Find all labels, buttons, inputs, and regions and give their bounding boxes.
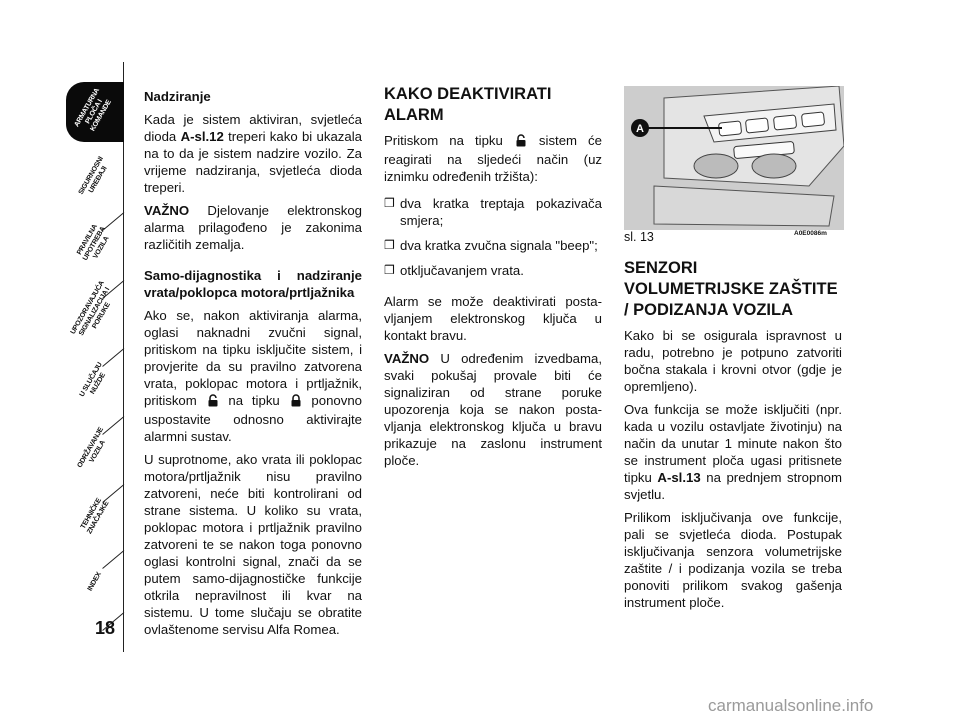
list-item-text: dva kratka treptaja pokazivača smjera;	[400, 196, 602, 228]
bullet-icon: ❒	[384, 238, 395, 252]
text: Djelovanje elektronskog alarma prilagođeno je zakonima različitih zemalja.	[144, 203, 362, 252]
list-item	[384, 237, 602, 254]
tab-index[interactable]	[66, 552, 124, 612]
column-middle	[384, 84, 602, 475]
heading-volumetric-sensors: SENZORI VOLUMETRIJSKE ZAŠTITE / PODIZANJA VOZILA	[624, 259, 838, 319]
text: Kada je sistem aktiviran, svjetleća dioda	[144, 112, 362, 144]
list-item	[384, 195, 602, 229]
tab-label: INDEX	[86, 571, 103, 593]
tab-label: TEHNIČKE ZNAČAJKE	[79, 497, 111, 536]
paragraph: Kako bi se osigurala ispravnost u radu, potrebno je potpuno zatvoriti bočna stakala i krovni otvor (gdje je opremljeno).	[624, 328, 842, 394]
tab-upozoravajuca-signalizacija[interactable]	[66, 279, 124, 342]
text: U određenim izvedbama, svaki pokušaj provale biti će signaliziran od strane poruke upozorenja koja se nakon posta-vljanja elektronskog ključa u bravu prikazuje na zaslonu instrument ploče.	[384, 351, 602, 468]
heading-deactivate-alarm: KAKO DEAKTIVIRATI ALARM	[384, 85, 552, 124]
paragraph: U suprotnome, ako vrata ili poklopac motora/prtljažnik nisu pravilno zatvoreni, neće biti kontrolirani od strane sistema. U koliko su vrata, poklopac motora i prtljažnik pravilno zatvoreni te se nakon toga ponovno oglasi kontrolni signal, znači da se putem samo-dijagnostičke funkcije otkrila nepravilnost ili kvar na sistemu. U tome slučaju se obratite ovlaštenome servisu Alfa Romea.	[144, 452, 362, 637]
paragraph: Alarm se može deaktivirati posta-vljanjem elektronskog ključa u kontakt bravu.	[384, 294, 602, 343]
tab-label: SIGURNOSNI UREĐAJI	[77, 155, 109, 196]
important-label: VAŽNO	[144, 203, 190, 218]
page-number: 18	[95, 618, 116, 638]
tab-label: ODRŽAVANJE VOZILA	[76, 426, 108, 470]
paragraph	[144, 202, 362, 253]
paragraph	[384, 132, 602, 185]
paragraph: Prilikom isključivanja ove funkcije, pali se svjetleća dioda. Postupak isključivanja senzora volumetrijske zaštite / i podizanja vozila se treba ponoviti prilikom svakog gašenja instrument ploče.	[624, 510, 842, 610]
overhead-console-illustration	[624, 86, 844, 230]
tab-label: ARMATURNA PLOČA I KOMANDE	[73, 87, 114, 133]
tab-tehnicke-znacajke[interactable]	[66, 486, 124, 546]
watermark: carmanualsonline.info	[708, 696, 874, 715]
text: Ako se, nakon aktiviranja alarma, oglasi naknadni zvučni signal, pritiskom na tipku	[144, 308, 362, 357]
tab-pravilna-upotreba[interactable]	[66, 214, 124, 274]
unlock-icon	[208, 394, 218, 411]
figure-code: A0E0086m	[794, 230, 827, 237]
bullet-icon: ❒	[384, 196, 395, 210]
bullet-icon: ❒	[384, 263, 395, 277]
subheading-text: Samo-dijagnostika i nadziranje vrata/poklopca motora/prtljažnika	[144, 268, 362, 300]
tab-label: U SLUČAJU NUŽDE	[78, 361, 107, 399]
figure-caption: sl. 13	[624, 230, 654, 244]
unlock-icon	[516, 134, 526, 151]
tab-sigurnosni-uredaji[interactable]	[66, 148, 124, 208]
important-label: VAŽNO	[384, 351, 430, 366]
text: sistem će reagirati na sljedeći način (uz iznimku određenih tržišta):	[384, 133, 602, 184]
text: ponovno uspostavite odnosno aktivirajte alarmni sustav.	[144, 393, 363, 444]
tab-u-slucaju-nuzde[interactable]	[66, 352, 124, 412]
chapter-sidebar	[0, 0, 126, 720]
tab-odrzavanje-vozila[interactable]	[66, 420, 124, 480]
text: isključite sistem, i provjerite da su pravilno zatvorena vrata, poklopac motora i prtljažnik, pritiskom	[144, 342, 362, 408]
list-item-text: dva kratka zvučna signala "beep";	[400, 238, 598, 253]
tab-armaturna-ploca[interactable]	[66, 82, 124, 142]
paragraph	[384, 350, 602, 469]
subheading-nadziranje: Nadziranje	[144, 89, 211, 104]
figure-reference[interactable]: A-sl.12	[180, 129, 224, 144]
tab-label: PRAVILNA UPOTREBA VOZILA	[76, 223, 111, 262]
text: Pritiskom na tipku	[384, 133, 503, 148]
callout-label: A	[636, 123, 644, 135]
paragraph	[624, 401, 842, 503]
text: na tipku	[219, 393, 280, 408]
tab-label: UPOZORAVAJUĆA SIGNALIZACIJA I PORUKE	[69, 279, 112, 338]
text: treperi kako bi ukazala na to da je sistem nadzire vozilo. Za vrijeme nadziranja, svjetleća dioda treperi.	[144, 129, 362, 195]
paragraph	[144, 307, 362, 445]
list-item	[384, 262, 602, 279]
list-item-text: otključavanjem vrata.	[400, 263, 524, 278]
subheading-samo-dijagnostika	[144, 267, 362, 301]
column-left	[144, 88, 362, 644]
lock-icon	[291, 394, 301, 411]
figure-overhead-console	[624, 86, 844, 230]
figure-reference[interactable]: A-sl.13	[657, 470, 701, 485]
column-right	[624, 258, 842, 617]
paragraph	[144, 111, 362, 196]
text: na prednjem stropnom svjetlu.	[624, 470, 842, 502]
text: Ova funkcija se može isključiti (npr. kada u vozilu ostavljate životinju) na način da unutar 1 minute nakon što se instrument ploča ugasi pritisnete tipku	[624, 402, 842, 485]
